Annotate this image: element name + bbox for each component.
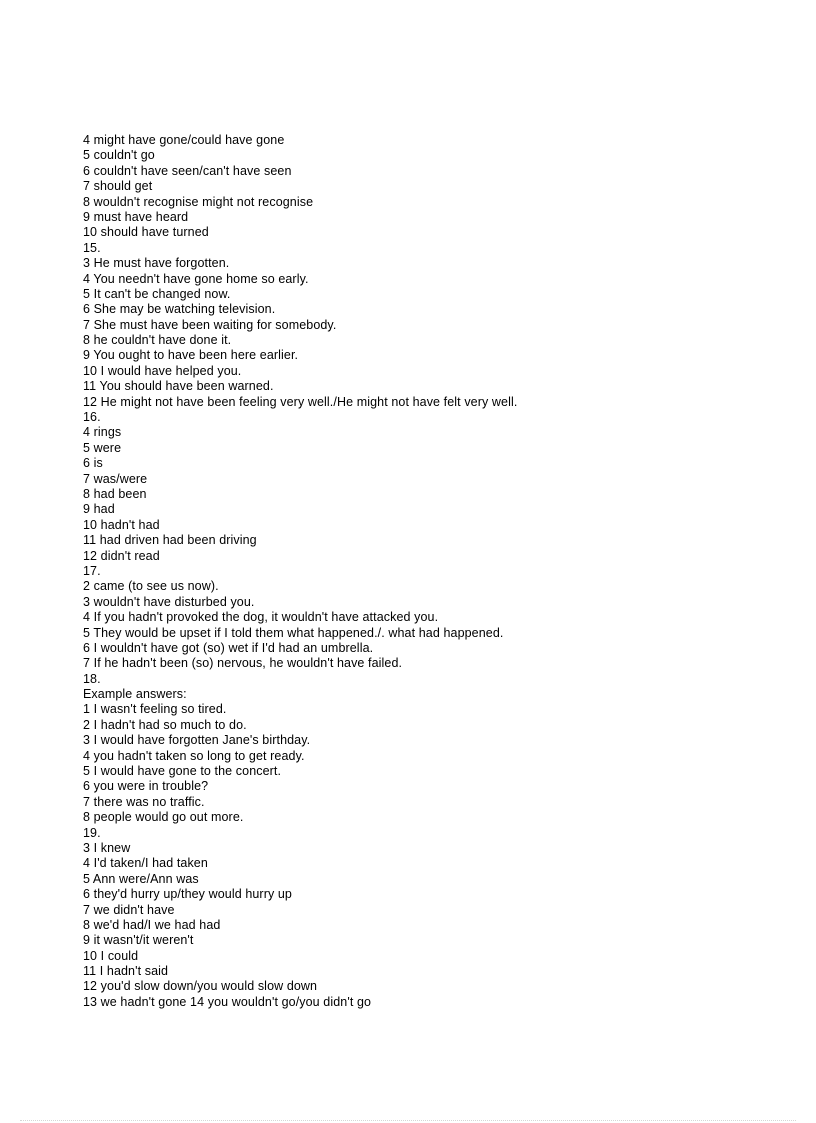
section-heading: 18. (83, 671, 101, 686)
answer-line: 11 I hadn't said (83, 964, 169, 979)
answer-key-text (83, 133, 783, 1010)
answer-line: 12 didn't read (83, 548, 160, 563)
answer-line: 7 was/were (83, 471, 148, 486)
answer-line: 5 I would have gone to the concert. (83, 764, 282, 779)
answer-line: 4 You needn't have gone home so early. (83, 271, 309, 286)
answer-line: 4 might have gone/could have gone (83, 133, 285, 147)
answer-line: 5 were (83, 440, 122, 455)
section-heading: 19. (83, 825, 101, 840)
answer-line: 6 is (83, 456, 103, 471)
answer-line: 3 wouldn't have disturbed you. (83, 594, 255, 609)
answer-line: 6 you were in trouble? (83, 779, 209, 794)
answer-line: 12 you'd slow down/you would slow down (83, 979, 318, 994)
answer-line: 10 I could (83, 948, 139, 963)
answer-line: 8 people would go out more. (83, 810, 244, 825)
page-bottom-divider (20, 1120, 796, 1121)
answer-line: 3 He must have forgotten. (83, 256, 230, 271)
answer-line: 6 I wouldn't have got (so) wet if I'd had an umbrella. (83, 640, 374, 655)
answer-line: 9 You ought to have been here earlier. (83, 348, 299, 363)
answer-line: 7 should get (83, 179, 153, 194)
section-heading: 17. (83, 563, 101, 578)
answer-line: 5 It can't be changed now. (83, 286, 231, 301)
section-heading: 15. (83, 240, 101, 255)
answer-line: 6 they'd hurry up/they would hurry up (83, 887, 292, 902)
answer-line: 12 He might not have been feeling very well./He might not have felt very well. (83, 394, 518, 409)
answer-line: 4 I'd taken/I had taken (83, 856, 208, 871)
section-heading: 16. (83, 410, 101, 425)
answer-line: 4 If you hadn't provoked the dog, it wouldn't have attacked you. (83, 610, 439, 625)
answer-line: 13 we hadn't gone 14 you wouldn't go/you didn't go (83, 994, 372, 1009)
answer-line: 10 I would have helped you. (83, 363, 242, 378)
answer-line: 2 I hadn't had so much to do. (83, 717, 247, 732)
answer-line: 7 there was no traffic. (83, 794, 205, 809)
answer-line: 8 we'd had/I we had had (83, 917, 221, 932)
answer-line: 10 hadn't had (83, 517, 160, 532)
answer-line: 3 I would have forgotten Jane's birthday. (83, 733, 311, 748)
answer-line: 8 wouldn't recognise might not recognise (83, 194, 314, 209)
answer-line: 7 we didn't have (83, 902, 175, 917)
answer-line: 6 She may be watching television. (83, 302, 276, 317)
answer-line: 8 had been (83, 486, 147, 501)
answer-line: 9 must have heard (83, 209, 189, 224)
answer-line: 1 I wasn't feeling so tired. (83, 702, 227, 717)
answer-line: 4 you hadn't taken so long to get ready. (83, 748, 305, 763)
answer-line: 11 had driven had been driving (83, 533, 257, 548)
answer-line: 7 If he hadn't been (so) nervous, he wouldn't have failed. (83, 656, 403, 671)
answer-line: 9 had (83, 502, 115, 517)
answer-line: 7 She must have been waiting for somebody. (83, 317, 337, 332)
answer-line: 8 he couldn't have done it. (83, 333, 232, 348)
answer-line: 3 I knew (83, 840, 131, 855)
answer-line: 5 couldn't go (83, 148, 155, 163)
section-heading: Example answers: (83, 687, 187, 702)
answer-line: 9 it wasn't/it weren't (83, 933, 194, 948)
answer-line: 11 You should have been warned. (83, 379, 274, 394)
answer-line: 5 Ann were/Ann was (83, 871, 199, 886)
answer-line: 4 rings (83, 425, 122, 440)
answer-line: 6 couldn't have seen/can't have seen (83, 163, 292, 178)
answer-line: 2 came (to see us now). (83, 579, 219, 594)
answer-line: 10 should have turned (83, 225, 209, 240)
answer-line: 5 They would be upset if I told them what happened./. what had happened. (83, 625, 504, 640)
